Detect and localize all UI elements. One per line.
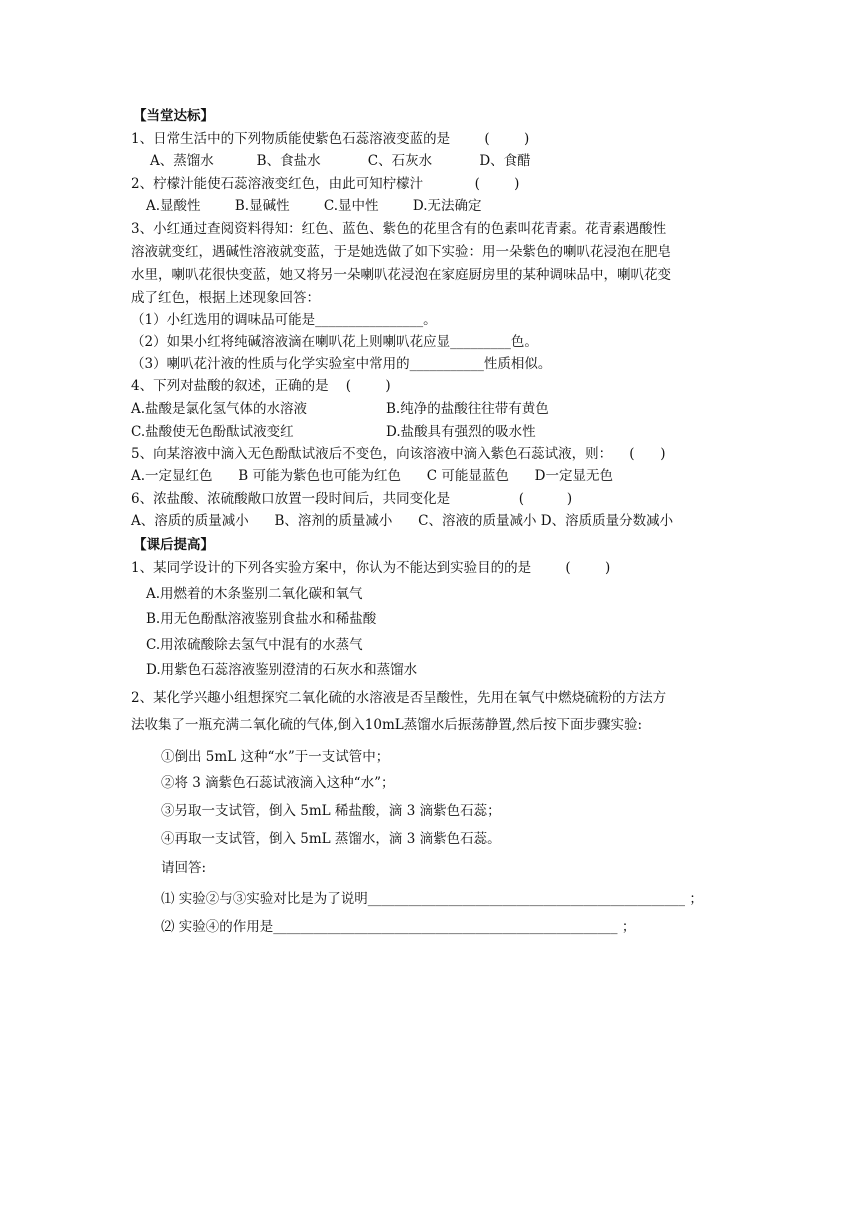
q6-stem: 6、浓盐酸、浓硫酸敞口放置一段时间后，共同变化是 ( )	[131, 491, 573, 507]
p2-answer-2: ⑵ 实验④的作用是___________________________________________________ ；	[161, 919, 636, 935]
p1-option-b: B.用无色酚酞溶液鉴别食盐水和稀盐酸	[146, 611, 377, 627]
p1-option-a: A.用燃着的木条鉴别二氧化碳和氧气	[146, 586, 363, 602]
p1-option-c: C.用浓硫酸除去氢气中混有的水蒸气	[146, 637, 363, 653]
q2-stem: 2、柠檬汁能使石蕊溶液变红色，由此可知柠檬汁 ( )	[131, 176, 520, 192]
q3-line-3: 水里，喇叭花很快变蓝，她又将另一朵喇叭花浸泡在家庭厨房里的某种调味品中，喇叭花变	[131, 267, 671, 283]
q3-sub-2: （2）如果小红将纯碱溶液滴在喇叭花上则喇叭花应显_________色。	[131, 334, 538, 350]
q5-options: A.一定显红色 B 可能为紫色也可能为红色 C 可能显蓝色 D一定显无色	[131, 468, 613, 484]
p2-line-2: 法收集了一瓶充满二氧化硫的气体,倒入10mL蒸馏水后振荡静置,然后按下面步骤实验:	[131, 717, 643, 733]
q3-sub-1: （1）小红选用的调味品可能是________________。	[131, 312, 437, 328]
q2-options: A.显酸性 B.显碱性 C.显中性 D.无法确定	[146, 198, 482, 214]
q3-line-1: 3、小红通过查阅资料得知：红色、蓝色、紫色的花里含有的色素叫花青素。花青素遇酸性	[131, 221, 667, 237]
p1-stem: 1、某同学设计的下列各实验方案中，你认为不能达到实验目的的是 ( )	[131, 560, 611, 576]
q6-options: A、溶质的质量减小 B、溶剂的质量减小 C、溶液的质量减小 D、溶质质量分数减小	[131, 513, 674, 529]
p2-step-2: ②将 3 滴紫色石蕊试液滴入这种“水”；	[161, 775, 395, 791]
q4-option-b: B.纯净的盐酸往往带有黄色	[386, 401, 549, 417]
p2-line-1: 2、某化学兴趣小组想探究二氧化硫的水溶液是否呈酸性，先用在氧气中燃烧硫粉的方法方	[131, 690, 667, 706]
p2-step-3: ③另取一支试管，倒入 5mL 稀盐酸，滴 3 滴紫色石蕊；	[161, 803, 501, 819]
q3-line-2: 溶液就变红，遇碱性溶液就变蓝，于是她选做了如下实验：用一朵紫色的喇叭花浸泡在肥皂	[131, 244, 671, 260]
section-title-class-practice: 【当堂达标】	[133, 108, 214, 124]
p1-option-d: D.用紫色石蕊溶液鉴别澄清的石灰水和蒸馏水	[146, 662, 418, 678]
p2-step-4: ④再取一支试管，倒入 5mL 蒸馏水，滴 3 滴紫色石蕊。	[161, 831, 501, 847]
p2-step-1: ①倒出 5mL 这种“水”于一支试管中；	[161, 749, 390, 765]
q4-stem: 4、下列对盐酸的叙述，正确的是 ( )	[131, 378, 391, 394]
q5-stem: 5、向某溶液中滴入无色酚酞试液后不变色，向该溶液中滴入紫色石蕊试液，则： ( )	[131, 446, 666, 462]
q4-option-c: C.盐酸使无色酚酞试液变红	[131, 424, 294, 440]
q3-sub-3: （3）喇叭花汁液的性质与化学实验室中常用的___________性质相似。	[131, 356, 552, 372]
section-title-after-class: 【课后提高】	[133, 537, 214, 553]
q1-options: A、蒸馏水 B、食盐水 C、石灰水 D、食醋	[150, 153, 531, 169]
q4-option-d: D.盐酸具有强烈的吸水性	[386, 424, 536, 440]
q1-stem: 1、日常生活中的下列物质能使紫色石蕊溶液变蓝的是 ( )	[131, 131, 530, 147]
p2-answer-1: ⑴ 实验②与③实验对比是为了说明_______________________________________________ ；	[161, 891, 703, 907]
p2-ask: 请回答:	[161, 860, 207, 876]
q3-line-4: 成了红色，根据上述现象回答：	[131, 290, 320, 306]
q4-option-a: A.盐酸是氯化氢气体的水溶液	[131, 401, 308, 417]
